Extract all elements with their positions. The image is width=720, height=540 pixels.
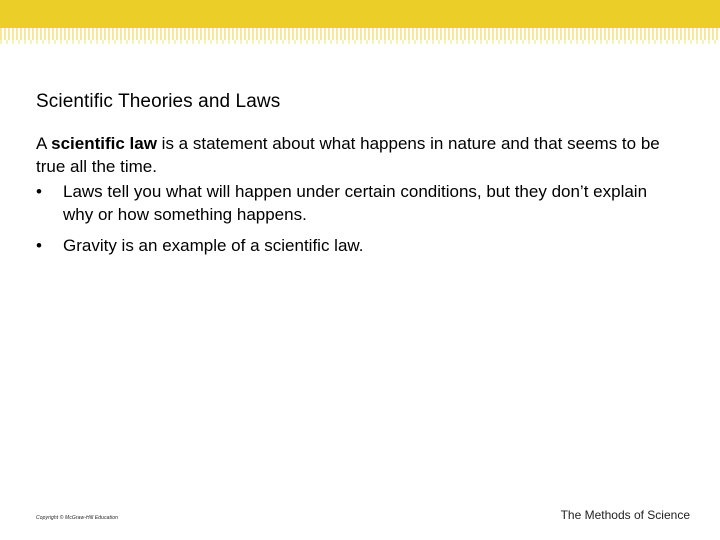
slide-title: Scientific Theories and Laws xyxy=(36,91,281,112)
intro-text-before: A xyxy=(36,134,52,153)
top-accent-fade xyxy=(0,28,720,40)
bullet-dot-icon: • xyxy=(36,182,42,201)
bullet-text: Laws tell you what will happen under certain conditions, but they don’t explain why or how something happens. xyxy=(63,182,648,224)
bullet-item xyxy=(36,234,676,257)
intro-bold-term: scientific law xyxy=(51,134,157,153)
intro-paragraph xyxy=(36,132,676,178)
bullet-dot-icon: • xyxy=(36,236,42,255)
copyright-notice: Copyright © McGraw-Hill Education xyxy=(36,515,119,521)
footer-section-title: The Methods of Science xyxy=(560,508,690,522)
bullet-item xyxy=(36,180,676,226)
bullet-text: Gravity is an example of a scientific law. xyxy=(63,236,364,255)
top-accent-fade-lower xyxy=(0,40,720,44)
intro-text-after: is a statement about what happens in nature and that seems to be true all the time. xyxy=(36,134,660,176)
top-accent-band xyxy=(0,0,720,28)
bullet-list xyxy=(36,180,676,265)
